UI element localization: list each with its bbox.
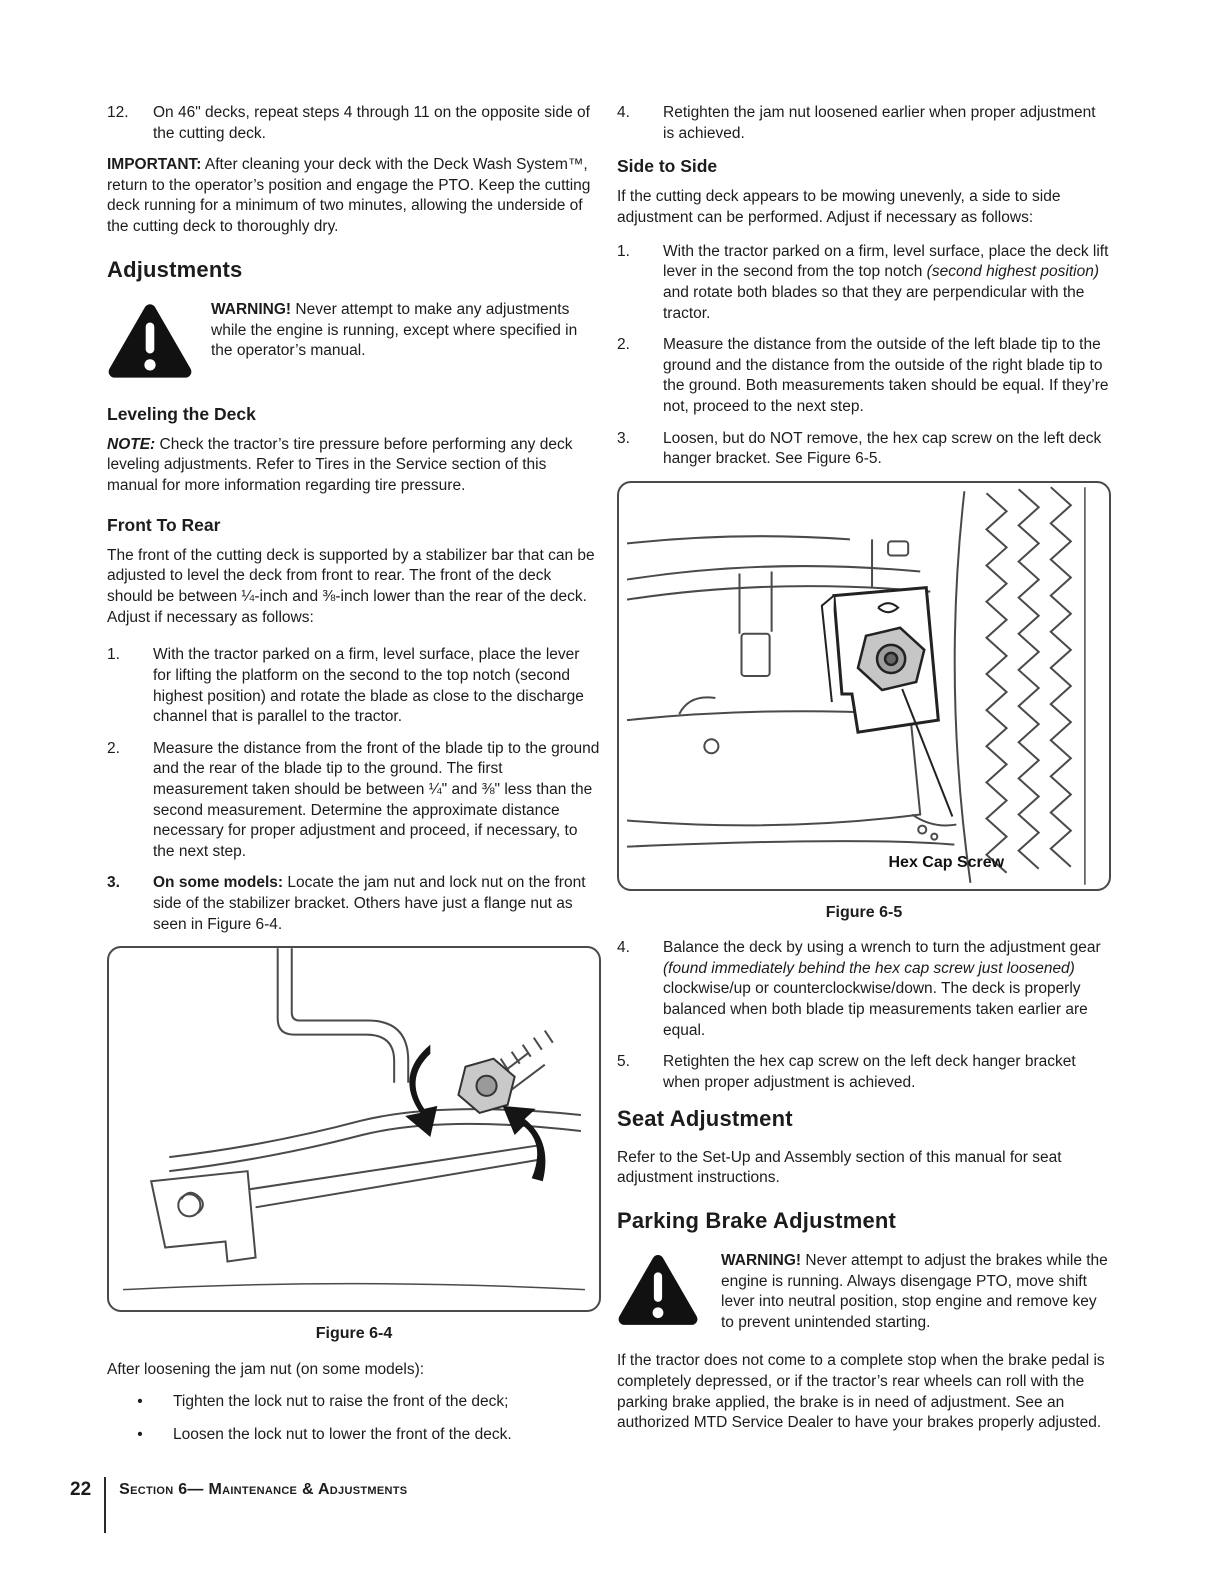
hex-cap-screw-label: Hex Cap Screw: [888, 853, 1005, 871]
bullet-text: Tighten the lock nut to raise the front of the deck;: [173, 1393, 509, 1411]
list-item-1: [107, 645, 601, 727]
step-number: 1.: [107, 646, 120, 664]
note-paragraph: [107, 435, 601, 497]
warning-text-wrap: [211, 298, 601, 362]
step-text: With the tractor parked on a firm, level surface, place the lever for lifting the platform on the second to the top notch (second highest position) and rotate the blade as close to the discharge channel that is parallel to the tractor.: [153, 646, 584, 726]
warning-text: Never attempt to adjust the brakes while the engine is running. Always disengage PTO, move shift lever into neutral position, stop engine and remove key to prevent unintended starting.: [721, 1252, 1108, 1331]
step-text: Retighten the hex cap screw on the left deck hanger bracket when proper adjustment is achieved.: [663, 1053, 1076, 1091]
step-number: 12.: [107, 104, 129, 121]
list-item-4: [617, 103, 1111, 144]
warning-text-wrap: [721, 1249, 1111, 1333]
bullet-item: [107, 1392, 601, 1413]
step-number: 2.: [107, 739, 120, 757]
step-text: [153, 873, 601, 935]
hex-cap-screw-illustration: [619, 483, 1109, 889]
list-item-12: [107, 103, 601, 144]
footer-divider: [104, 1477, 106, 1533]
seat-adjustment-text: Refer to the Set-Up and Assembly section of this manual for seat adjustment instructions.: [617, 1148, 1062, 1187]
jam-nut-illustration: [109, 948, 599, 1310]
warning-label: WARNING!: [211, 300, 292, 318]
step-text: Loosen, but do NOT remove, the hex cap screw on the left deck hanger bracket. See Figure 6-5.: [663, 429, 1102, 468]
list-item-5: [617, 1052, 1111, 1093]
important-text: After cleaning your deck with the Deck Wash System™, return to the operator’s position and engage the PTO. Keep the cutting deck running for a minimum of two minutes, allowing the underside of the cutting deck to thoroughly dry.: [107, 156, 591, 236]
step-text-italic: (found immediately behind the hex cap screw just loosened): [663, 959, 1075, 977]
step-text: Measure the distance from the front of the blade tip to the ground and the rear of the blade tip to the ground. The first measurement taken should be between ¼" and ⅜" less than the second measurement. Determine the approximate distance necessary for proper adjustment and proceed, if necessary, to the next step.: [153, 739, 600, 860]
heading-front-to-rear: Front To Rear: [107, 514, 221, 535]
bullet-marker: •: [137, 1393, 143, 1411]
step-text: [663, 242, 1111, 324]
step-text: [663, 938, 1111, 1041]
after-loosening-text: After loosening the jam nut (on some models):: [107, 1360, 425, 1378]
list-item-2: [107, 739, 601, 863]
page-footer: [70, 1477, 407, 1533]
important-label: IMPORTANT:: [107, 156, 202, 174]
warning-text: Never attempt to make any adjustments while the engine is running, except where specified in the operator’s manual.: [211, 300, 578, 360]
side-to-side-intro: If the cutting deck appears to be mowing unevenly, a side to side adjustment can be performed. Adjust if necessary as follows:: [617, 188, 1061, 227]
note-text: Check the tractor’s tire pressure before performing any deck leveling adjustments. Refer to Tires in the Service section of this manual for more information regarding tire pressure.: [107, 435, 573, 494]
step-number: 3.: [617, 429, 630, 447]
step-text: Retighten the jam nut loosened earlier when proper adjustment is achieved.: [663, 104, 1096, 142]
step-text-post: and rotate both blades so that they are perpendicular with the tractor.: [663, 283, 1085, 322]
page-number: 22: [70, 1479, 92, 1500]
step-text-post: clockwise/up or counterclockwise/down. The deck is properly balanced when both blade tip measurements taken earlier are equal.: [663, 980, 1088, 1039]
heading-adjustments: Adjustments: [107, 256, 243, 282]
important-note: [107, 155, 601, 237]
heading-seat-adjustment: Seat Adjustment: [617, 1106, 793, 1132]
warning-triangle-icon: [107, 298, 193, 385]
warning-block-parking: [617, 1249, 1111, 1333]
footer-section-title: Section 6— Maintenance & Adjustments: [119, 1481, 408, 1498]
step-number: 3.: [107, 874, 120, 892]
step-number: 1.: [617, 242, 630, 260]
right-column: [617, 103, 1111, 1451]
heading-parking-brake-adjustment: Parking Brake Adjustment: [617, 1207, 897, 1233]
step-number: 4.: [617, 939, 630, 957]
list-item-3: [107, 873, 601, 935]
list-item-1: [617, 242, 1111, 324]
step-3-text: Locate the jam nut and lock nut on the front side of the stabilizer bracket. Others have just a flange nut as seen in Figure 6-4.: [153, 874, 586, 933]
figure-6-5-caption: Figure 6-5: [825, 903, 903, 921]
list-item-2: [617, 335, 1111, 417]
bullet-text: Loosen the lock nut to lower the front of the deck.: [173, 1425, 512, 1443]
note-label: NOTE:: [107, 435, 156, 453]
bullet-marker: •: [137, 1425, 143, 1443]
heading-side-to-side: Side to Side: [617, 156, 718, 177]
step-number: 5.: [617, 1053, 630, 1071]
step-text-pre: Balance the deck by using a wrench to turn the adjustment gear: [663, 939, 1101, 957]
warning-triangle-icon: [617, 1249, 703, 1332]
list-item-4b: [617, 938, 1111, 1041]
step-number: 4.: [617, 104, 630, 121]
bullet-item: [107, 1425, 601, 1446]
step-number: 2.: [617, 336, 630, 354]
figure-6-4-caption: Figure 6-4: [315, 1325, 393, 1343]
left-column: [107, 103, 601, 1457]
figure-6-4: [107, 946, 601, 1312]
front-to-rear-intro: The front of the cutting deck is supported by a stabilizer bar that can be adjusted to level the deck from front to rear. The front of the deck should be between ¼-inch and ⅜-inch lower than the rear of the deck. Adjust if necessary as follows:: [107, 546, 595, 626]
list-item-3: [617, 429, 1111, 470]
heading-leveling-the-deck: Leveling the Deck: [107, 403, 256, 424]
warning-block-adjustments: [107, 298, 601, 385]
step-text-pre: With the tractor parked on a firm, level surface, place the deck lift lever in the second from the top notch: [663, 242, 1109, 281]
figure-6-5: [617, 481, 1111, 891]
step-text: Measure the distance from the outside of the left blade tip to the ground and the distance from the outside of the right blade tip to the ground. Both measurements taken should be equal. If they’re not, proceed to the next step.: [663, 336, 1109, 415]
step-3-bold-lead: On some models:: [153, 874, 284, 892]
step-text-italic: (second highest position): [926, 263, 1099, 281]
parking-brake-text: If the tractor does not come to a complete stop when the brake pedal is completely depressed, or if the tractor’s rear wheels can roll with the parking brake applied, the brake is in need of adjustment. See an authorized MTD Service Dealer to have your brakes properly adjusted.: [617, 1352, 1105, 1432]
step-text: On 46" decks, repeat steps 4 through 11 on the opposite side of the cutting deck.: [153, 104, 590, 142]
warning-label: WARNING!: [721, 1252, 802, 1270]
